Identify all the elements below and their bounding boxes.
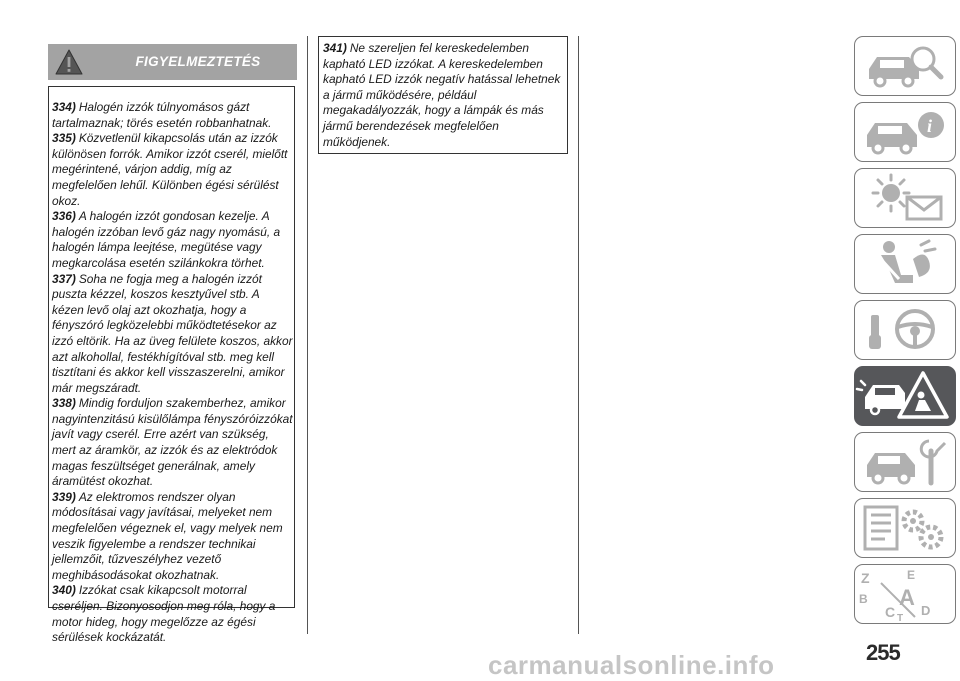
svg-text:T: T	[897, 613, 904, 622]
warning-triangle-icon	[54, 48, 84, 76]
tab-index[interactable]	[854, 564, 956, 624]
column-divider	[307, 36, 308, 634]
page-number: 255	[866, 640, 900, 665]
warning-header	[48, 44, 297, 80]
watermark: carmanualsonline.info	[488, 650, 775, 680]
tab-starting-driving[interactable]	[854, 300, 956, 360]
key-steering-wheel-icon	[855, 301, 955, 358]
warning-item: 337) Soha ne fogja meg a halogén izzót puszta kézzel, koszos kesztyűvel stb. A kézen levő olaj azt okozhatja, hogy a fényszóró legközelebbi működtetésekor az izzó eltörik. Ha az üveg felülete koszos, akkor azt alkohollal, festékhígítóval stb. meg kell tisztítani és akkor kell visszaszerelni, amikor már megszáradt.	[52, 271, 293, 395]
warning-item: 335) Közvetlenül kikapcsolás után az izzók különösen forrók. Amikor izzót cserél, mielőtt megérintené, várjon addig, míg az megfelelően lehűl. Különben égési sérülést okoz.	[52, 131, 288, 208]
car-info-icon	[855, 103, 955, 160]
warning-item: 334) Halogén izzók túlnyomásos gázt tartalmaznak; törés esetén robbanhatnak.	[52, 100, 272, 130]
svg-text:Z: Z	[861, 570, 870, 586]
car-maintenance-icon	[855, 433, 955, 490]
warning-title: FIGYELMEZTETÉS	[135, 54, 261, 69]
seatbelt-airbag-icon	[855, 235, 955, 292]
svg-text:D: D	[921, 603, 931, 618]
specifications-icon	[855, 499, 955, 556]
warning-item: 338) Mindig forduljon szakemberhez, amikor nagyintenzitású kisülőlámpa fényszóróizzókat javít vagy cserél. Erre azért van szükség, mert az áramkör, az izzók és az elektródok magas feszültséget generálnak, amely áramütést okozhat.	[52, 396, 293, 489]
warning-item: 339) Az elektromos rendszer olyan módosításai vagy javításai, melyeket nem megfelelően végeznek el, vagy melyek nem veszik figyelembe a rendszer technikai jellemzőit, tűzveszélyhez vezető meghibásodásokat okozhatnak.	[52, 489, 283, 582]
warning-item: 340) Izzókat csak kikapcsolt motorral cseréljen. Bizonyosodjon meg róla, hogy a motor hideg, hogy megelőzze az égési sérülések kockázatát.	[52, 583, 276, 645]
tab-safety[interactable]	[854, 234, 956, 294]
warning-lights-message-icon	[855, 169, 955, 226]
car-search-icon	[855, 37, 955, 94]
svg-text:A: A	[899, 585, 915, 610]
svg-text:C: C	[885, 604, 896, 620]
warning-item: 336) A halogén izzót gondosan kezelje. A halogén izzóban levő gáz nagy nyomású, a halogén lámpa leejtése, megütése vagy megkarcolása esetén szilánkokra törhet.	[52, 209, 281, 270]
tab-warning-lights[interactable]	[854, 168, 956, 228]
warning-text-column	[52, 100, 294, 646]
svg-text:E: E	[907, 568, 916, 582]
car-emergency-icon	[855, 367, 955, 424]
svg-text:i: i	[927, 116, 933, 136]
warning-item: 341) Ne szereljen fel kereskedelemben kapható LED izzókat. A kereskedelemben kapható LED izzók negatív hatással lehetnek a jármű működésére, például megakadályozzák, hogy a lámpák és más jármű berendezések megfelelően működjenek.	[323, 41, 561, 149]
tab-emergency[interactable]	[854, 366, 956, 426]
alphabetical-index-icon	[855, 565, 955, 622]
tab-car-search[interactable]	[854, 36, 956, 96]
tab-maintenance[interactable]	[854, 432, 956, 492]
svg-text:B: B	[859, 592, 868, 606]
column-divider	[578, 36, 579, 634]
tab-car-info[interactable]	[854, 102, 956, 162]
tab-specifications[interactable]	[854, 498, 956, 558]
warning-text-column-right	[323, 41, 563, 150]
